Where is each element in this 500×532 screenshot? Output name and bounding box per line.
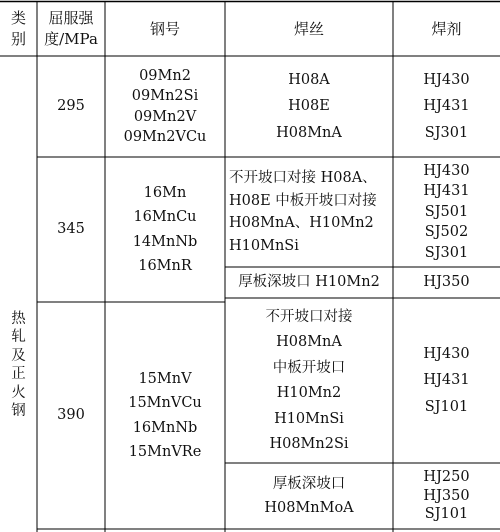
yield-295: [37, 56, 105, 157]
header-yield-line2: 度/MPa: [44, 30, 98, 48]
wire-spec: H10Mn2: [276, 385, 342, 401]
wire-spec: H08E: [288, 98, 330, 115]
category-char: 钢: [11, 403, 26, 419]
fluxes-295: [393, 56, 500, 157]
header-category-line1: 类: [10, 9, 26, 27]
steel-grade: 15MnVRe: [128, 444, 202, 460]
flux-spec: HJ350: [423, 274, 470, 291]
wire-spec: H10MnSi: [274, 410, 344, 427]
fluxes-390-a: [393, 298, 500, 463]
category-cell: [0, 300, 37, 430]
steels-345: [105, 157, 225, 302]
category-char: 轧: [11, 329, 26, 345]
flux-spec: SJ501: [424, 203, 469, 220]
category-char: 热: [11, 310, 26, 327]
wire-spec: H08MnA: [276, 334, 342, 350]
steels-295: [105, 56, 225, 157]
header-flux: [393, 2, 500, 56]
wires-390-a: [225, 298, 393, 463]
header-yield-strength: [37, 2, 105, 56]
flux-spec: HJ431: [423, 183, 470, 200]
wire-spec: H08MnA: [276, 124, 342, 141]
wires-345-b: [225, 267, 393, 298]
wire-spec: H08A: [288, 71, 330, 88]
flux-spec: SJ101: [424, 398, 469, 415]
steel-grade: 16Mn: [143, 184, 187, 201]
wire-spec: 中板开坡口: [272, 359, 346, 376]
flux-spec: SJ301: [424, 124, 469, 141]
fluxes-345-a: [393, 157, 500, 267]
header-steel: [105, 2, 225, 56]
steel-grade: 15MnV: [138, 370, 192, 387]
steel-grade: 09Mn2VCu: [123, 129, 207, 145]
steel-grade: 09Mn2V: [133, 108, 197, 125]
steel-grade: 16MnNb: [132, 419, 198, 436]
category-char: 及: [11, 347, 26, 364]
steel-grade: 16MnR: [138, 258, 192, 274]
flux-spec: HJ431: [423, 98, 470, 115]
wires-390-b: [225, 463, 393, 529]
header-yield-line1: 屈服强: [48, 9, 94, 27]
steel-grade: 14MnNb: [132, 233, 198, 250]
header-wire: [225, 2, 393, 56]
category-char: 火: [11, 384, 26, 401]
flux-spec: HJ350: [423, 487, 470, 504]
steel-grade: 09Mn2Si: [131, 88, 199, 104]
steel-grade: 09Mn2: [139, 67, 191, 84]
wire-spec: H08MnA、H10Mn2: [229, 215, 374, 231]
flux-spec: SJ301: [424, 244, 469, 261]
header-category: [0, 2, 37, 56]
header-category-line2: 别: [10, 30, 26, 48]
flux-spec: HJ430: [423, 71, 470, 88]
wires-345-a: [225, 157, 393, 267]
flux-spec: HJ430: [423, 345, 470, 362]
flux-spec: HJ430: [423, 162, 470, 179]
yield-value: 345: [57, 221, 85, 238]
steel-grade: 16MnCu: [133, 209, 197, 225]
wire-spec: H08MnMoA: [264, 500, 354, 516]
fluxes-390-b: [393, 463, 500, 529]
flux-spec: SJ502: [424, 224, 469, 241]
steels-390: [105, 302, 225, 529]
steel-grade: 15MnVCu: [128, 395, 202, 411]
flux-spec: HJ431: [423, 372, 470, 389]
header-flux-label: 焊剂: [431, 19, 462, 38]
wire-spec: H10MnSi: [229, 237, 299, 254]
flux-spec: HJ250: [423, 469, 470, 486]
flux-spec: SJ101: [424, 506, 469, 523]
yield-value: 295: [57, 98, 85, 115]
category-char: 正: [11, 366, 26, 382]
wires-295: [225, 56, 393, 157]
wire-spec: 厚板深坡口: [272, 475, 346, 492]
wire-spec: 不开坡口对接: [265, 308, 353, 325]
wire-spec: 厚板深坡口 H10Mn2: [238, 274, 380, 291]
wire-spec: H08Mn2Si: [269, 436, 349, 452]
yield-390: [37, 302, 105, 529]
wire-spec: H08E 中板开坡口对接: [229, 192, 377, 209]
header-wire-label: 焊丝: [293, 19, 324, 38]
yield-345: [37, 157, 105, 302]
wire-spec: 不开坡口对接 H08A、: [229, 170, 377, 186]
yield-value: 390: [57, 407, 85, 424]
header-steel-label: 钢号: [149, 19, 180, 38]
fluxes-345-b: [393, 267, 500, 298]
